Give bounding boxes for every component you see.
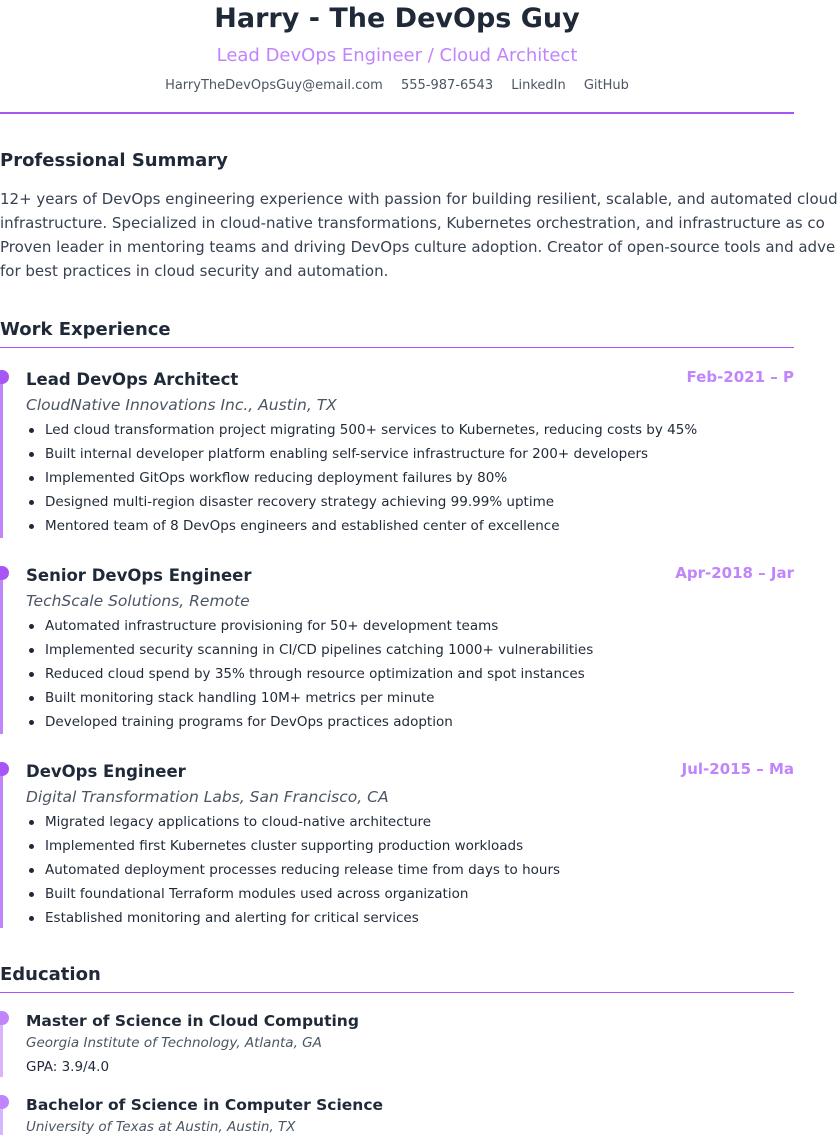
job-entry bbox=[0, 566, 794, 736]
job-company: CloudNative Innovations Inc., Austin, TX bbox=[26, 396, 337, 414]
timeline-dot bbox=[0, 762, 9, 776]
school-name: Georgia Institute of Technology, Atlanta, GA bbox=[26, 1035, 322, 1051]
resume-header bbox=[0, 0, 794, 114]
job-dates: Apr-2018 – Jar bbox=[675, 564, 794, 582]
job-title: DevOps Engineer bbox=[26, 762, 186, 781]
list-item: Built monitoring stack handling 10M+ metrics per minute bbox=[26, 686, 593, 710]
gpa-value: GPA: 3.9/4.0 bbox=[26, 1059, 110, 1075]
github-link[interactable]: GitHub bbox=[583, 78, 629, 93]
timeline-dot bbox=[0, 370, 9, 384]
list-item: Implemented first Kubernetes cluster supporting production workloads bbox=[26, 834, 560, 858]
job-company: Digital Transformation Labs, San Francisco, CA bbox=[26, 788, 389, 806]
education-entry bbox=[0, 1095, 794, 1135]
job-dates: Jul-2015 – Ma bbox=[681, 760, 794, 778]
timeline-dot bbox=[0, 1095, 9, 1109]
summary-heading: Professional Summary bbox=[0, 150, 228, 171]
section-divider bbox=[0, 347, 794, 348]
list-item: Implemented security scanning in CI/CD pipelines catching 1000+ vulnerabilities bbox=[26, 638, 593, 662]
school-name: University of Texas at Austin, Austin, TX bbox=[26, 1119, 296, 1135]
job-company: TechScale Solutions, Remote bbox=[26, 592, 250, 610]
candidate-name: Harry - The DevOps Guy bbox=[214, 3, 580, 34]
list-item: Established monitoring and alerting for critical services bbox=[26, 906, 560, 930]
list-item: Automated deployment processes reducing release time from days to hours bbox=[26, 858, 560, 882]
job-title: Senior DevOps Engineer bbox=[26, 566, 252, 585]
job-dates: Feb-2021 – P bbox=[686, 368, 794, 386]
linkedin-link[interactable]: LinkedIn bbox=[511, 78, 566, 93]
job-title: Lead DevOps Architect bbox=[26, 370, 239, 389]
job-entry bbox=[0, 762, 794, 932]
job-entry bbox=[0, 370, 794, 540]
section-divider bbox=[0, 992, 794, 993]
list-item: Built internal developer platform enabling self-service infrastructure for 200+ developers bbox=[26, 442, 697, 466]
timeline-dot bbox=[0, 566, 9, 580]
summary-line: for best practices in cloud security and automation. bbox=[0, 262, 389, 280]
list-item: Designed multi-region disaster recovery strategy achieving 99.99% uptime bbox=[26, 490, 697, 514]
contact-line bbox=[0, 77, 794, 95]
summary-text bbox=[0, 187, 838, 283]
list-item: Led cloud transformation project migrating 500+ services to Kubernetes, reducing costs by 45% bbox=[26, 418, 697, 442]
timeline-bar bbox=[0, 566, 3, 734]
job-bullets bbox=[26, 810, 560, 930]
job-bullets bbox=[26, 418, 697, 538]
email-link[interactable]: HarryTheDevOpsGuy@email.com bbox=[165, 78, 383, 93]
list-item: Mentored team of 8 DevOps engineers and established center of excellence bbox=[26, 514, 697, 538]
list-item: Migrated legacy applications to cloud-native architecture bbox=[26, 810, 560, 834]
degree-title: Master of Science in Cloud Computing bbox=[26, 1012, 359, 1030]
list-item: Implemented GitOps workflow reducing deployment failures by 80% bbox=[26, 466, 697, 490]
timeline-bar bbox=[0, 370, 3, 538]
summary-line: Proven leader in mentoring teams and driving DevOps culture adoption. Creator of open-source tools and adve bbox=[0, 238, 836, 256]
education-entry bbox=[0, 1011, 794, 1081]
list-item: Automated infrastructure provisioning for 50+ development teams bbox=[26, 614, 593, 638]
timeline-bar bbox=[0, 762, 3, 928]
job-bullets bbox=[26, 614, 593, 734]
timeline-dot bbox=[0, 1011, 9, 1025]
work-heading: Work Experience bbox=[0, 319, 171, 340]
list-item: Reduced cloud spend by 35% through resource optimization and spot instances bbox=[26, 662, 593, 686]
phone-number: 555-987-6543 bbox=[401, 78, 494, 93]
list-item: Developed training programs for DevOps practices adoption bbox=[26, 710, 593, 734]
summary-line: infrastructure. Specialized in cloud-native transformations, Kubernetes orchestration, and infrastructure as co bbox=[0, 214, 825, 232]
list-item: Built foundational Terraform modules used across organization bbox=[26, 882, 560, 906]
candidate-title: Lead DevOps Engineer / Cloud Architect bbox=[216, 45, 578, 66]
education-heading: Education bbox=[0, 964, 101, 985]
degree-title: Bachelor of Science in Computer Science bbox=[26, 1096, 384, 1114]
summary-line: 12+ years of DevOps engineering experience with passion for building resilient, scalable, and automated cloud bbox=[0, 190, 838, 208]
